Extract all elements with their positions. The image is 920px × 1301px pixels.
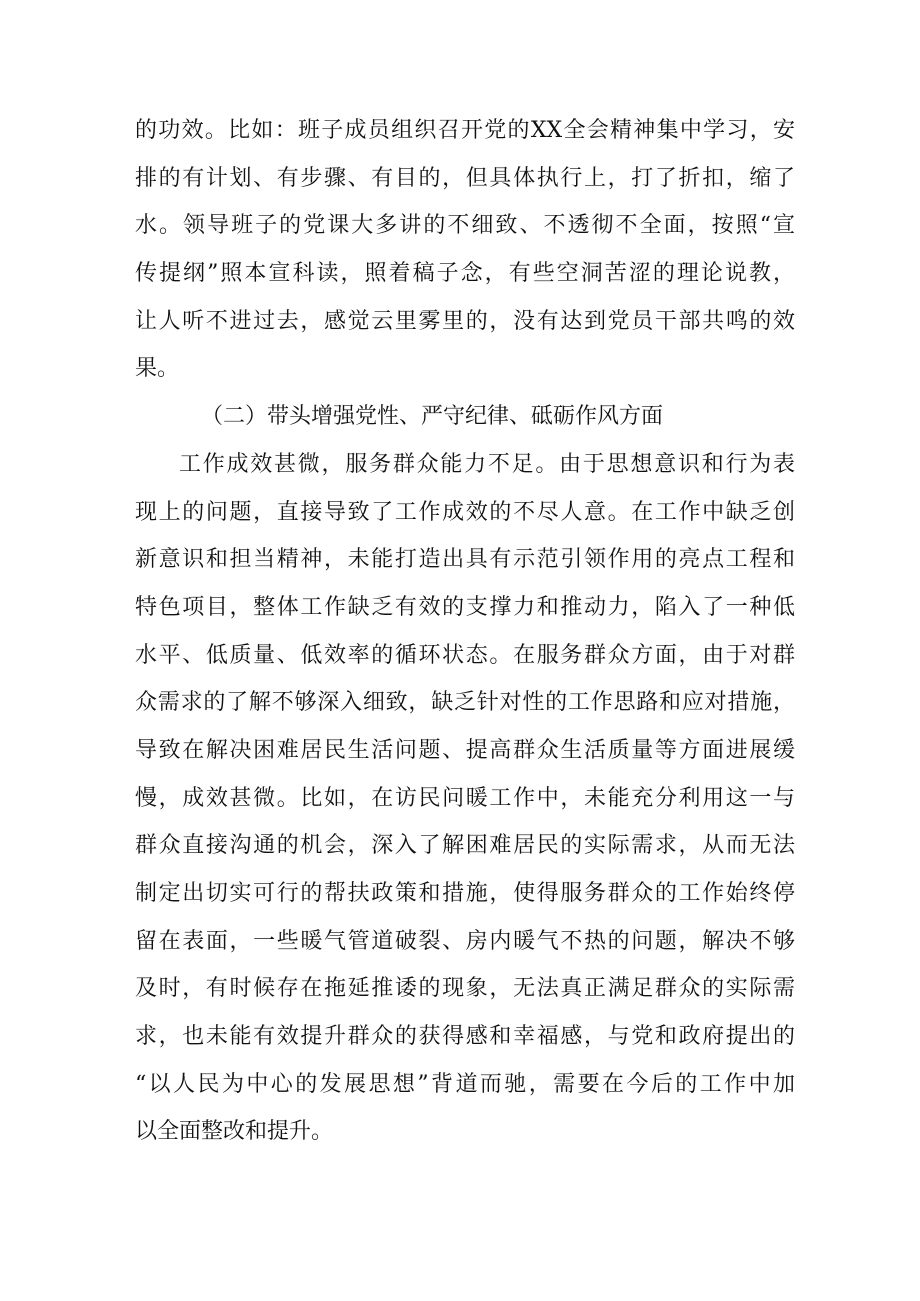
paragraph-2 [135,441,795,1156]
text-line: 留在表面，一些暖气管道破裂、房内暖气不热的问题，解决不够 [135,928,795,954]
text-line: 水。领导班子的党课大多讲的不细致、不透彻不全面，按照“宣 [135,213,795,239]
text-line: 导致在解决困难居民生活问题、提高群众生活质量等方面进展缓 [135,737,795,763]
text-line: 及时，有时候存在拖延推诿的现象，无法真正满足群众的实际需 [135,976,795,1002]
text-line: 排的有计划、有步骤、有目的，但具体执行上，打了折扣，缩了 [135,165,795,191]
text-line: 求，也未能有效提升群众的获得感和幸福感，与党和政府提出的 [135,1024,795,1050]
text-line: 制定出切实可行的帮扶政策和措施，使得服务群众的工作始终停 [135,881,795,906]
text-line: 现上的问题，直接导致了工作成效的不尽人意。在工作中缺乏创 [135,499,795,525]
document-body [135,107,795,1156]
text-line: 让人听不进过去，感觉云里雾里的，没有达到党员干部共鸣的效 [135,308,795,334]
text-line: 果。 [135,356,180,382]
text-line: 新意识和担当精神，未能打造出具有示范引领作用的亮点工程和 [135,547,795,573]
text-line: 水平、低质量、低效率的循环状态。在服务群众方面，由于对群 [135,642,795,668]
text-line: 群众直接沟通的机会，深入了解困难居民的实际需求，从而无法 [135,833,795,859]
text-line: 传提纲”照本宣科读，照着稿子念，有些空洞苦涩的理论说教， [135,261,795,287]
text-line: 的功效。比如：班子成员组织召开党的XX全会精神集中学习，安 [135,118,795,143]
text-line: 慢，成效甚微。比如，在访民问暖工作中，未能充分利用这一与 [135,785,795,811]
text-line: “以人民为中心的发展思想”背道而驰，需要在今后的工作中加 [135,1071,795,1097]
text-line: 以全面整改和提升。 [135,1119,334,1145]
text-line: 特色项目，整体工作缺乏有效的支撑力和推动力，陷入了一种低 [135,594,795,620]
text-line: 工作成效甚微，服务群众能力不足。由于思想意识和行为表 [179,451,795,477]
text-line: 众需求的了解不够深入细致，缺乏针对性的工作思路和应对措施， [135,690,795,716]
paragraph-1 [135,107,795,393]
section-heading: （二）带头增强党性、严守纪律、砥砺作风方面 [201,404,664,430]
